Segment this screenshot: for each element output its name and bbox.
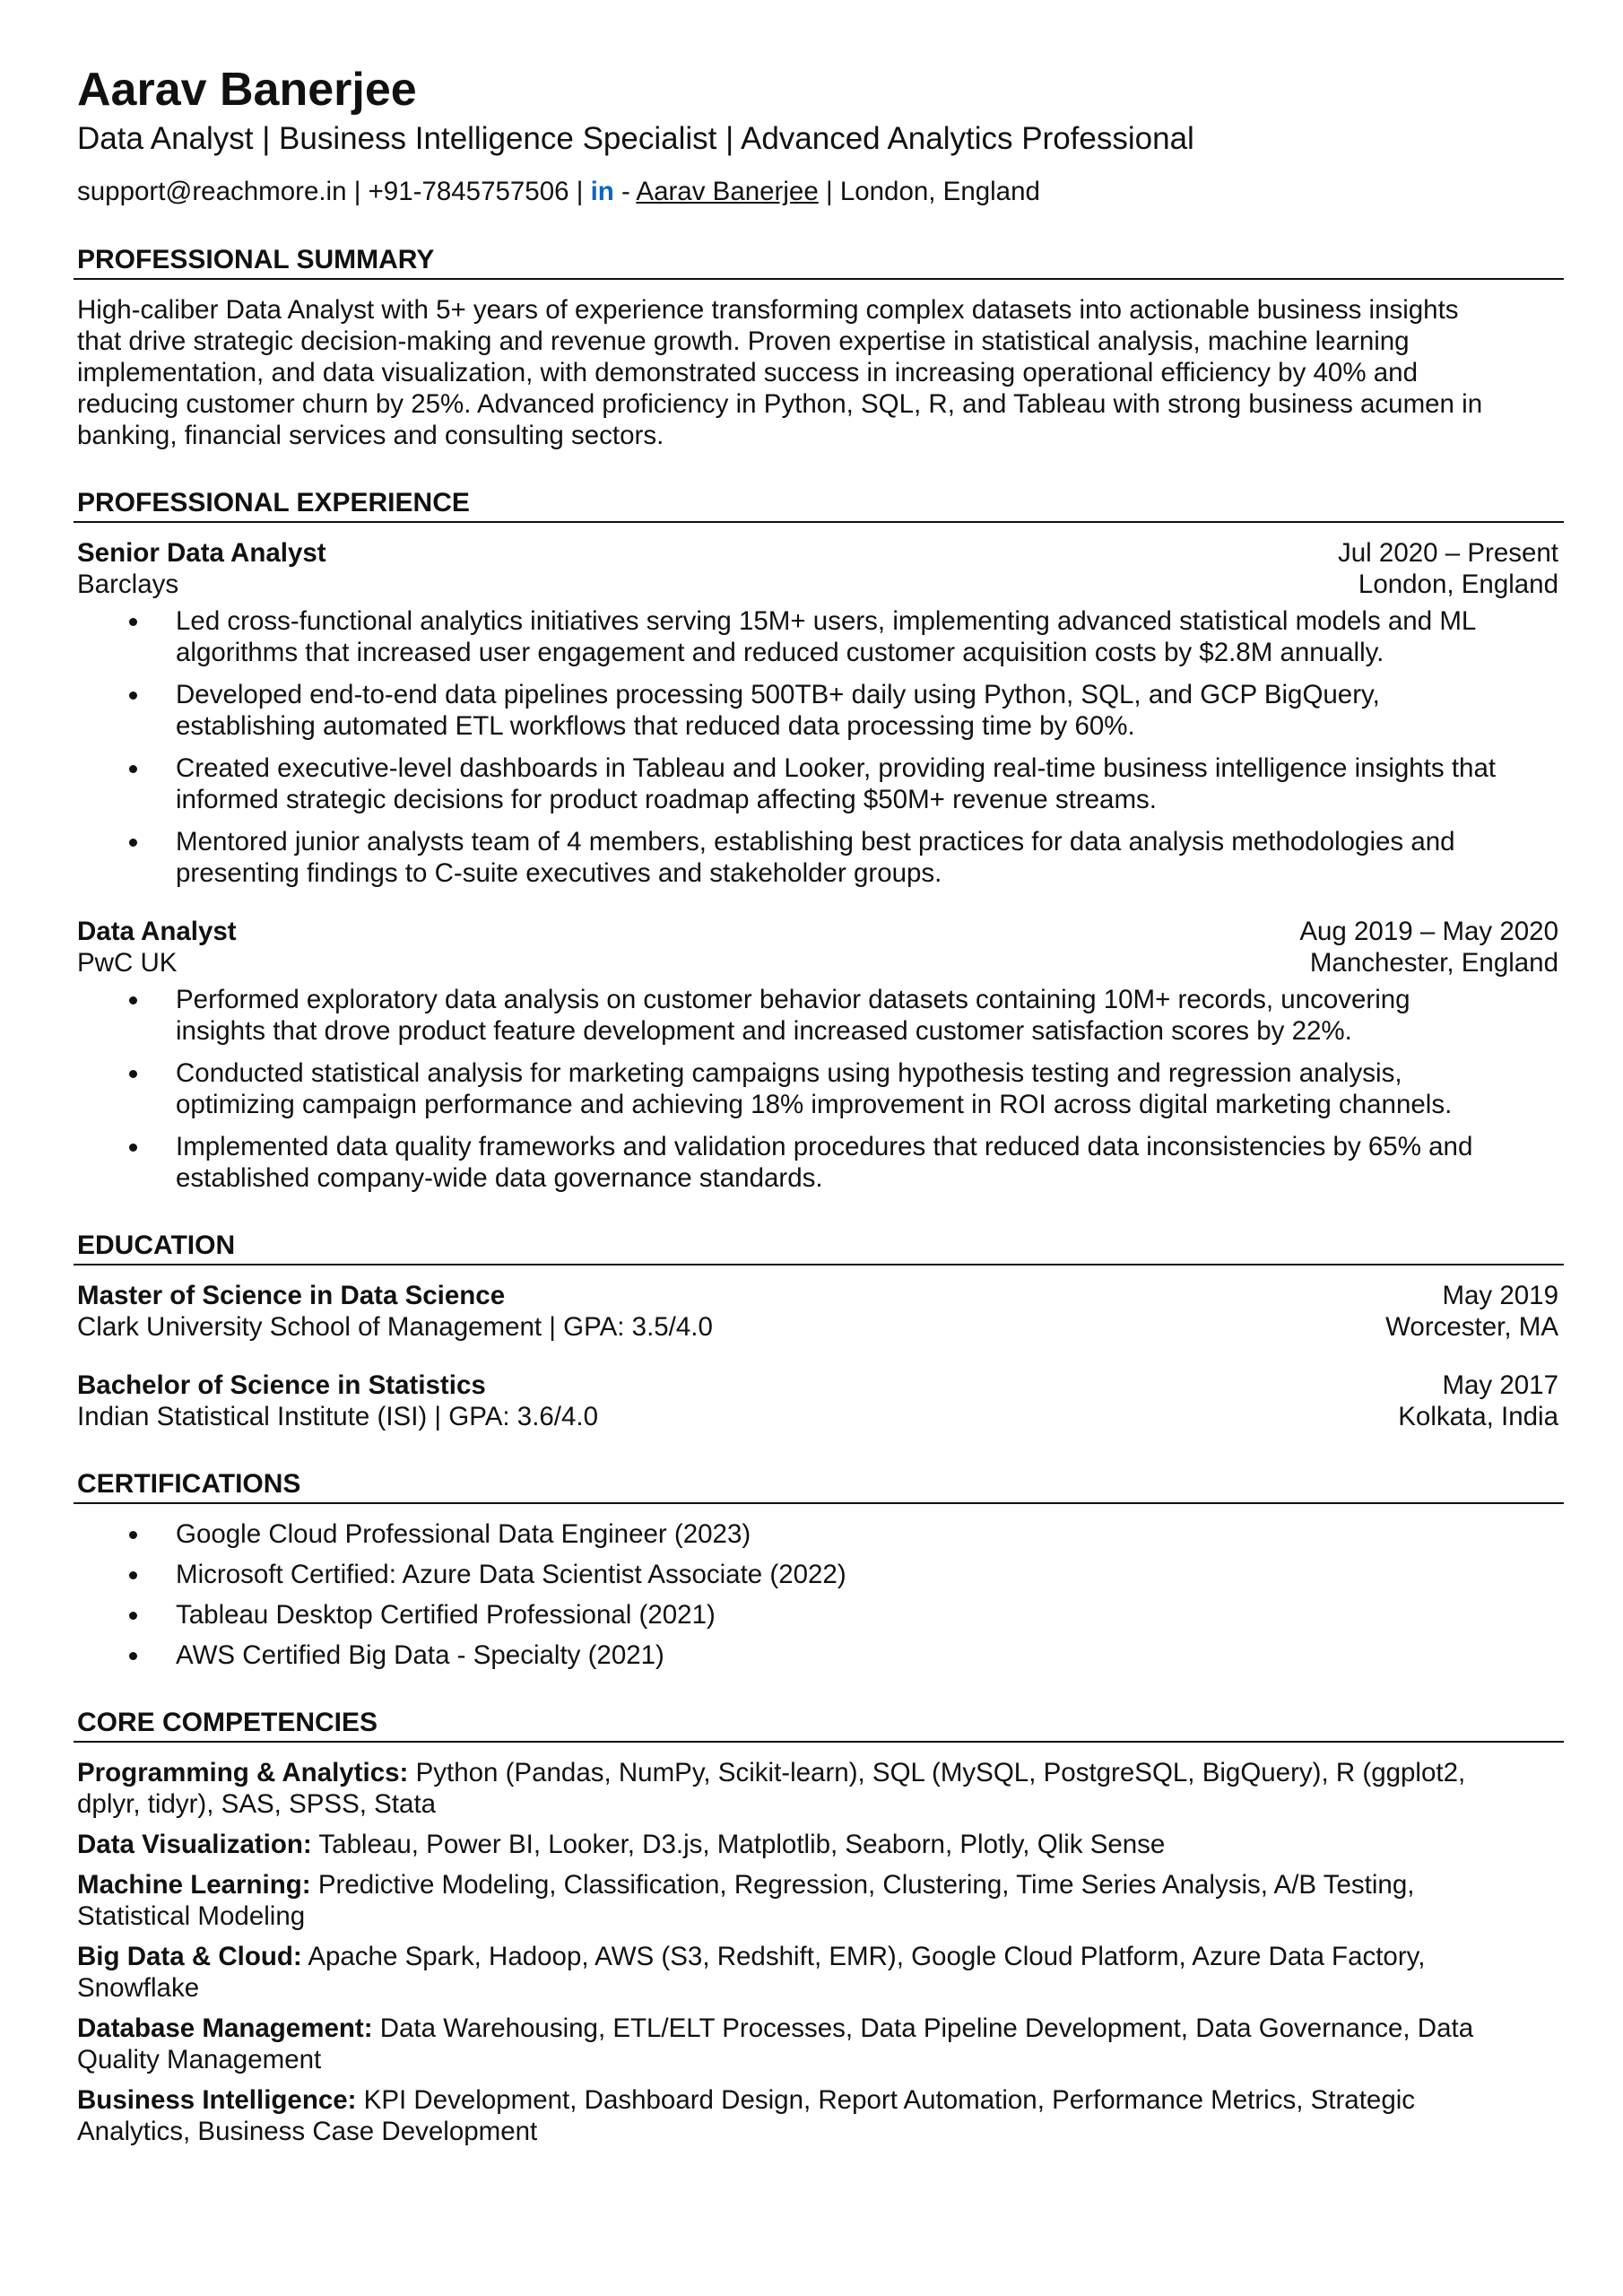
graduation-date: May 2019 <box>1442 1281 1558 1310</box>
competency-text: Analytics, Business Case Development <box>77 2117 538 2146</box>
summary-line: reducing customer churn by 25%. Advanced proficiency in Python, SQL, R, and Tableau with strong business acumen in <box>77 389 1483 419</box>
section-title: CERTIFICATIONS <box>74 1468 1564 1504</box>
job-bullets <box>77 605 1558 889</box>
job-role: Senior Data Analyst <box>77 538 326 568</box>
competency-text: Apache Spark, Hadoop, AWS (S3, Redshift, EMR), Google Cloud Platform, Azure Data Factory, <box>301 1942 1426 1971</box>
bullet-line: insights that drove product feature development and increased customer satisfaction scores by 22%. <box>176 1016 1352 1046</box>
competency-text: KPI Development, Dashboard Design, Report Automation, Performance Metrics, Strategic <box>356 2085 1416 2115</box>
education-header <box>77 1280 1558 1311</box>
competency-text: Predictive Modeling, Classification, Regression, Clustering, Time Series Analysis, A/B Testing, <box>310 1870 1415 1900</box>
competency-item <box>77 2013 1558 2075</box>
bullet-line: optimizing campaign performance and achieving 18% improvement in ROI across digital marketing channels. <box>176 1090 1453 1119</box>
competency-text: Data Warehousing, ETL/ELT Processes, Data Pipeline Development, Data Governance, Data <box>372 2013 1474 2043</box>
list-item <box>176 679 1558 742</box>
job-dates: Jul 2020 – Present <box>1338 538 1558 568</box>
summary-paragraph <box>77 294 1558 451</box>
contact-location: London, England <box>839 177 1040 206</box>
job-subheader <box>77 947 1558 978</box>
list-item: AWS Certified Big Data - Specialty (2021) <box>176 1639 1558 1671</box>
competency-text: Tableau, Power BI, Looker, D3.js, Matplotlib, Seaborn, Plotly, Qlik Sense <box>311 1830 1166 1859</box>
list-item: Microsoft Certified: Azure Data Scientist Associate (2022) <box>176 1559 1558 1590</box>
competency-label: Database Management: <box>77 2013 373 2043</box>
education-header <box>77 1370 1558 1401</box>
certification-list <box>77 1518 1558 1671</box>
graduation-date: May 2017 <box>1442 1370 1558 1400</box>
competencies-section <box>77 1707 1558 2147</box>
bullet-line: Led cross-functional analytics initiatives serving 15M+ users, implementing advanced statistical models and ML <box>176 606 1477 636</box>
summary-line: banking, financial services and consulting sectors. <box>77 421 664 450</box>
contact-line <box>77 176 1558 208</box>
job-company: PwC UK <box>77 948 178 978</box>
summary-section <box>77 244 1558 451</box>
degree: Master of Science in Data Science <box>77 1281 506 1310</box>
section-title: CORE COMPETENCIES <box>74 1707 1564 1743</box>
job-entry <box>77 537 1558 889</box>
competency-label: Programming & Analytics: <box>77 1758 409 1787</box>
list-item: Google Cloud Professional Data Engineer (2023) <box>176 1518 1558 1550</box>
job-role: Data Analyst <box>77 917 237 946</box>
education-subheader <box>77 1311 1558 1343</box>
competency-label: Business Intelligence: <box>77 2085 357 2115</box>
competency-item <box>77 1941 1558 2004</box>
school-location: Worcester, MA <box>1385 1312 1558 1342</box>
list-item: Tableau Desktop Certified Professional (2021) <box>176 1599 1558 1631</box>
education-section <box>77 1230 1558 1432</box>
job-company: Barclays <box>77 570 179 599</box>
summary-line: High-caliber Data Analyst with 5+ years of experience transforming complex datasets into actionable business insights <box>77 295 1459 325</box>
candidate-tagline: Data Analyst | Business Intelligence Specialist | Advanced Analytics Professional <box>77 121 1194 156</box>
bullet-line: Mentored junior analysts team of 4 members, establishing best practices for data analysis methodologies and <box>176 827 1455 857</box>
bullet-line: informed strategic decisions for product roadmap affecting $50M+ revenue streams. <box>176 785 1157 814</box>
experience-section <box>77 487 1558 1194</box>
competency-text: Quality Management <box>77 2045 322 2074</box>
contact-phone: +91-7845757506 <box>368 177 569 206</box>
list-item <box>176 984 1558 1047</box>
list-item <box>176 752 1558 815</box>
candidate-name: Aarav Banerjee <box>77 64 417 116</box>
education-subheader <box>77 1401 1558 1432</box>
competency-item <box>77 1829 1558 1860</box>
linkedin-icon: in <box>590 177 614 206</box>
competency-item <box>77 1757 1558 1820</box>
degree: Bachelor of Science in Statistics <box>77 1370 486 1400</box>
school-location: Kolkata, India <box>1398 1402 1558 1431</box>
contact-dash: - <box>613 177 637 206</box>
bullet-line: established company-wide data governance standards. <box>176 1163 823 1193</box>
list-item <box>176 605 1558 668</box>
list-item <box>176 826 1558 889</box>
contact-separator: | <box>818 177 840 206</box>
section-title: EDUCATION <box>74 1230 1564 1265</box>
job-dates: Aug 2019 – May 2020 <box>1299 917 1558 946</box>
section-title: PROFESSIONAL EXPERIENCE <box>74 487 1564 523</box>
bullet-line: algorithms that increased user engagement and reduced customer acquisition costs by $2.8M annually. <box>176 638 1384 667</box>
school: Indian Statistical Institute (ISI) | GPA: 3.6/4.0 <box>77 1402 598 1431</box>
bullet-line: Performed exploratory data analysis on customer behavior datasets containing 10M+ records, uncovering <box>176 985 1410 1014</box>
education-entry <box>77 1280 1558 1343</box>
bullet-line: Conducted statistical analysis for marketing campaigns using hypothesis testing and regression analysis, <box>176 1058 1402 1088</box>
summary-line: implementation, and data visualization, with demonstrated success in increasing operational efficiency by 40% and <box>77 358 1418 387</box>
linkedin-link[interactable]: Aarav Banerjee <box>636 177 819 206</box>
competency-item <box>77 1869 1558 1932</box>
contact-email[interactable]: support@reachmore.in <box>77 177 347 206</box>
bullet-line: establishing automated ETL workflows that reduced data processing time by 60%. <box>176 711 1135 741</box>
competency-item <box>77 2084 1558 2147</box>
job-location: Manchester, England <box>1309 948 1558 978</box>
contact-separator: | <box>568 177 591 206</box>
list-item <box>176 1131 1558 1194</box>
bullet-line: Developed end-to-end data pipelines processing 500TB+ daily using Python, SQL, and GCP BigQuery, <box>176 680 1380 709</box>
job-bullets <box>77 984 1558 1194</box>
job-header <box>77 916 1558 947</box>
competency-text: Statistical Modeling <box>77 1901 306 1931</box>
section-title: PROFESSIONAL SUMMARY <box>74 244 1564 280</box>
competency-text: Snowflake <box>77 1973 200 2003</box>
job-header <box>77 537 1558 569</box>
bullet-line: Implemented data quality frameworks and validation procedures that reduced data inconsistencies by 65% and <box>176 1132 1473 1161</box>
competency-label: Data Visualization: <box>77 1830 312 1859</box>
list-item <box>176 1057 1558 1120</box>
education-entry <box>77 1370 1558 1432</box>
certifications-section <box>77 1468 1558 1671</box>
job-entry <box>77 916 1558 1194</box>
bullet-line: Created executive-level dashboards in Tableau and Looker, providing real-time business intelligence insights that <box>176 753 1497 783</box>
bullet-line: presenting findings to C-suite executives and stakeholder groups. <box>176 858 942 888</box>
job-subheader <box>77 569 1558 600</box>
contact-separator: | <box>346 177 369 206</box>
school: Clark University School of Management | GPA: 3.5/4.0 <box>77 1312 713 1342</box>
competency-text: Python (Pandas, NumPy, Scikit-learn), SQL (MySQL, PostgreSQL, BigQuery), R (ggplot2, <box>408 1758 1466 1787</box>
competency-label: Big Data & Cloud: <box>77 1942 302 1971</box>
job-location: London, England <box>1358 570 1558 599</box>
competency-label: Machine Learning: <box>77 1870 311 1900</box>
competency-text: dplyr, tidyr), SAS, SPSS, Stata <box>77 1789 437 1819</box>
summary-line: that drive strategic decision-making and revenue growth. Proven expertise in statistical analysis, machine learning <box>77 326 1410 356</box>
